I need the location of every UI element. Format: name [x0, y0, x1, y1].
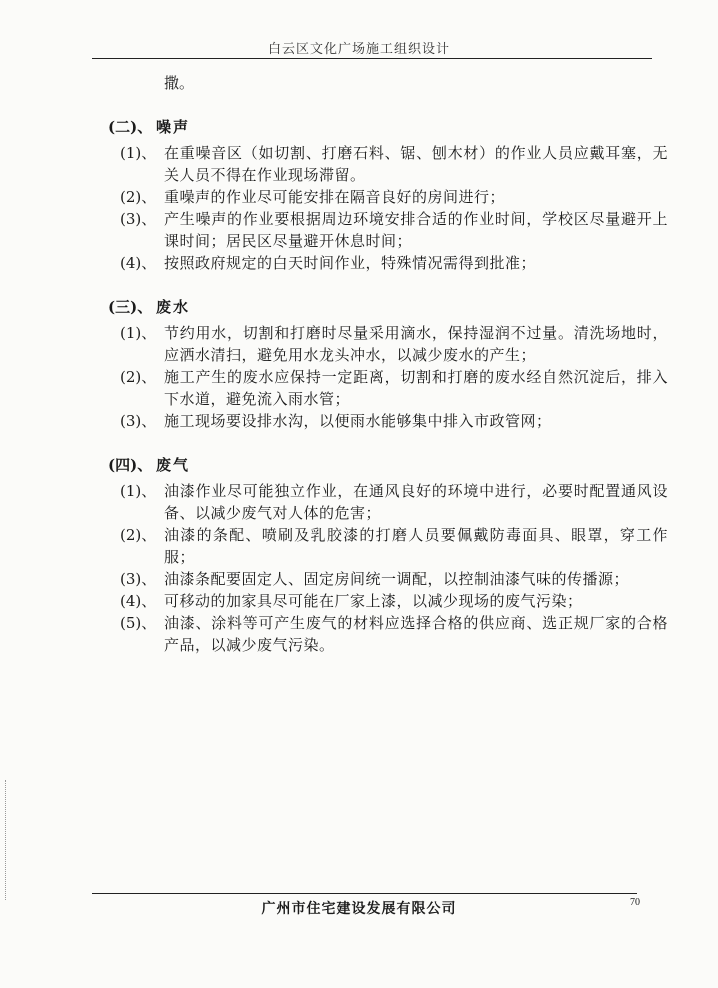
list-item: [108, 366, 668, 410]
item-text: 产生噪声的作业要根据周边环境安排合适的作业时间，学校区尽量避开上课时间；居民区尽量避开休息时间；: [164, 210, 668, 250]
section-number: (三)、: [108, 298, 153, 316]
item-number: (3)、: [120, 412, 157, 430]
document-body: [108, 72, 668, 678]
item-text: 油漆的条配、喷刷及乳胶漆的打磨人员要佩戴防毒面具、眼罩，穿工作服；: [164, 526, 668, 566]
header-rule: [92, 58, 652, 59]
item-number: (1)、: [120, 144, 157, 162]
section-number: (二)、: [108, 118, 153, 136]
section-number: (四)、: [108, 456, 153, 474]
section-title: 废气: [156, 456, 191, 474]
item-text: 油漆条配要固定人、固定房间统一调配，以控制油漆气味的传播源；: [164, 570, 630, 588]
section-wastewater: [108, 296, 668, 432]
item-number: (3)、: [120, 570, 157, 588]
item-text: 节约用水，切割和打磨时尽量采用滴水，保持湿润不过量。清洗场地时，应洒水清扫，避免用水龙头冲水，以减少废水的产生；: [164, 324, 668, 364]
list-item: [108, 524, 668, 568]
item-number: (1)、: [120, 324, 157, 342]
section-heading: [108, 454, 668, 476]
list-item: [108, 252, 668, 274]
item-text: 在重噪音区（如切割、打磨石料、锯、刨木材）的作业人员应戴耳塞，无关人员不得在作业现场滞留。: [164, 144, 668, 184]
section-noise: [108, 116, 668, 274]
footer-company-name: 广州市住宅建设发展有限公司: [261, 901, 457, 917]
item-number: (2)、: [120, 368, 157, 386]
section-heading: [108, 296, 668, 318]
continuation-text: 撒。: [164, 74, 195, 92]
item-text: 施工现场要设排水沟，以便雨水能够集中排入市政管网；: [164, 412, 552, 430]
scan-margin-mark: [5, 780, 6, 900]
item-text: 油漆、涂料等可产生废气的材料应选择合格的供应商、选正规厂家的合格产品，以减少废气污染。: [164, 614, 668, 654]
list-item: [108, 322, 668, 366]
item-number: (4)、: [120, 254, 157, 272]
list-item: [108, 186, 668, 208]
item-text: 可移动的加家具尽可能在厂家上漆，以减少现场的废气污染；: [164, 592, 583, 610]
item-text: 按照政府规定的白天时间作业，特殊情况需得到批准；: [164, 254, 537, 272]
list-item: [108, 612, 668, 656]
header-title: 白云区文化广场施工组织设计: [267, 42, 450, 57]
item-text: 油漆作业尽可能独立作业，在通风良好的环境中进行，必要时配置通风设备、以减少废气对人体的危害；: [164, 482, 668, 522]
page-number: 70: [630, 897, 640, 908]
list-item: [108, 480, 668, 524]
section-title: 噪声: [156, 118, 191, 136]
item-number: (1)、: [120, 482, 157, 500]
section-title: 废水: [156, 298, 191, 316]
item-number: (2)、: [120, 188, 157, 206]
item-number: (3)、: [120, 210, 157, 228]
list-item: [108, 410, 668, 432]
item-number: (4)、: [120, 592, 157, 610]
item-text: 施工产生的废水应保持一定距离，切割和打磨的废水经自然沉淀后，排入下水道，避免流入雨水管；: [164, 368, 668, 408]
list-item: [108, 568, 668, 590]
list-item: [108, 142, 668, 186]
item-number: (5)、: [120, 614, 157, 632]
item-number: (2)、: [120, 526, 157, 544]
list-item: [108, 590, 668, 612]
section-exhaust-gas: [108, 454, 668, 656]
footer-rule: [92, 893, 637, 894]
item-text: 重噪声的作业尽可能安排在隔音良好的房间进行；: [164, 188, 506, 206]
section-heading: [108, 116, 668, 138]
list-item: [108, 208, 668, 252]
